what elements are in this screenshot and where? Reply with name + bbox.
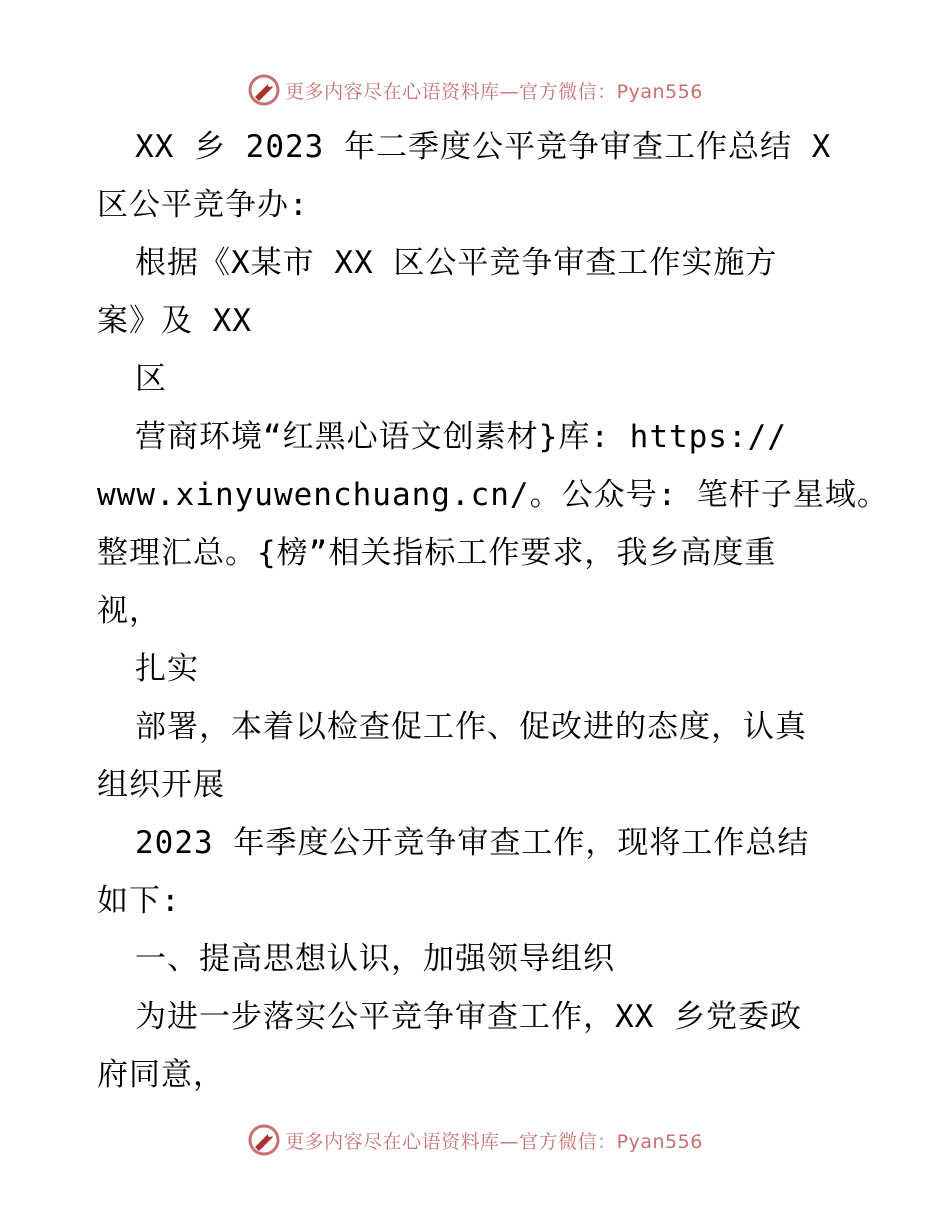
text-line: 如下: <box>97 883 181 919</box>
document-body <box>97 118 889 1104</box>
text-line: 扎实 <box>135 651 199 687</box>
text-line: 2023 年季度公开竞争审查工作，现将工作总结 <box>135 825 810 861</box>
text-line: 根据《X某市 XX 区公平竞争审查工作实施方 <box>135 245 778 281</box>
text-line: XX 乡 2023 年二季度公平竞争审查工作总结 X <box>135 129 832 165</box>
footer-watermark <box>0 1120 950 1160</box>
header-watermark <box>0 70 950 110</box>
watermark-text: 更多内容尽在心语资料库—官方微信：Pyan556 <box>285 80 703 103</box>
pen-nib-logo-icon <box>247 1123 281 1157</box>
text-line: www.xinyuwenchuang.cn/。公众号: 笔杆子星域。 <box>97 477 889 513</box>
text-line: 整理汇总。{榜”相关指标工作要求，我乡高度重 <box>97 535 777 571</box>
text-line: 为进一步落实公平竞争审查工作，XX 乡党委政 <box>135 999 802 1035</box>
text-line: 组织开展 <box>97 767 225 803</box>
pen-nib-logo-icon <box>247 73 281 107</box>
section-heading: 一、提高思想认识，加强领导组织 <box>135 941 615 977</box>
text-line: 视， <box>97 593 161 629</box>
watermark-text: 更多内容尽在心语资料库—官方微信：Pyan556 <box>285 1130 703 1153</box>
text-line: 区公平竞争办: <box>97 187 309 223</box>
text-line: 案》及 XX <box>97 303 252 339</box>
text-line: 府同意， <box>97 1057 225 1093</box>
text-line: 营商环境“红黑心语文创素材}库: https:// <box>135 419 787 455</box>
text-line: 部署，本着以检查促工作、促改进的态度，认真 <box>135 709 807 745</box>
text-line: 区 <box>135 361 167 397</box>
